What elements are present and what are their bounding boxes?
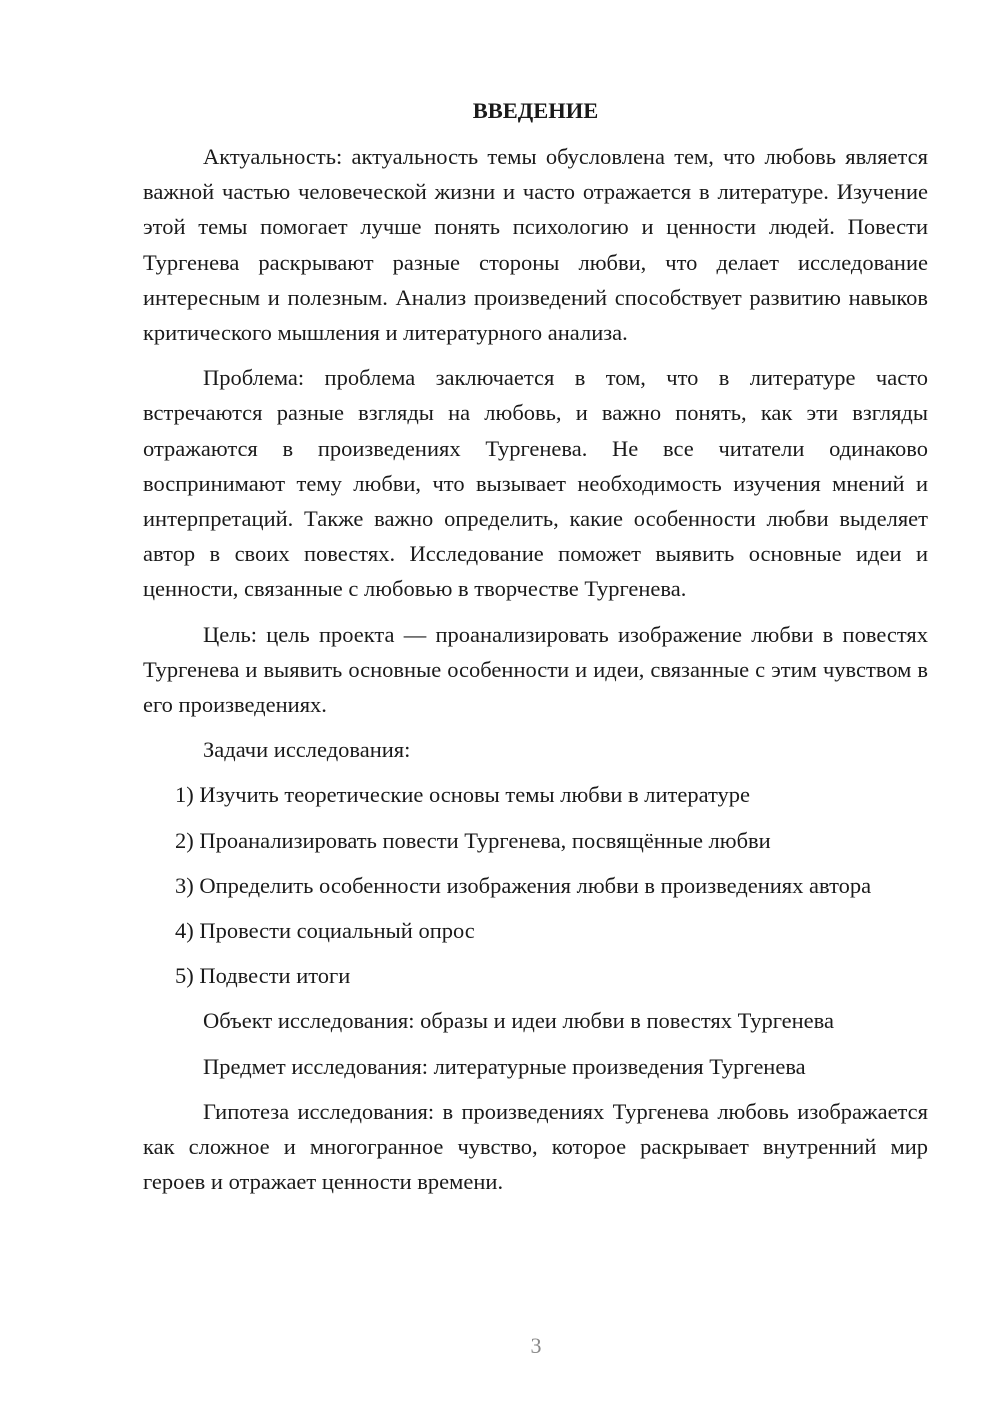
task-item: 1) Изучить теоретические основы темы любви в литературе bbox=[175, 782, 751, 808]
relevance-paragraph: Актуальность: актуальность темы обусловлена тем, что любовь является важной частью человеческой жизни и часто отражается в литературе. Изучение этой темы помогает лучше понять психологию и ценности людей. Повести Тургенева раскрывают разные стороны любви, что делает исследование интересным и полезным. Анализ произведений способствует развитию навыков критического мышления и литературного анализа. bbox=[143, 144, 928, 346]
section-heading: ВВЕДЕНИЕ bbox=[472, 98, 599, 123]
goal-paragraph: Цель: цель проекта — проанализировать изображение любви в повестях Тургенева и выявить основные особенности и идеи, связанные с этим чувством в его произведениях. bbox=[143, 621, 928, 718]
task-item: 5) Подвести итоги bbox=[175, 963, 351, 989]
task-item: 4) Провести социальный опрос bbox=[175, 918, 475, 944]
tasks-heading: Задачи исследования: bbox=[203, 737, 411, 763]
problem-paragraph: Проблема: проблема заключается в том, что в литературе часто встречаются разные взгляды на любовь, и важно понять, как эти взгляды отражаются в произведениях Тургенева. Не все читатели одинаково воспринимают тему любви, что вызывает необходимость изучения мнений и интерпретаций. Также важно определить, какие особенности любви выделяет автор в своих повестях. Исследование поможет выявить основные идеи и ценности, связанные с любовью в творчестве Тургенева. bbox=[143, 365, 928, 602]
page-number: 3 bbox=[530, 1333, 542, 1358]
object-paragraph: Объект исследования: образы и идеи любви в повестях Тургенева bbox=[203, 1008, 834, 1034]
hypothesis-paragraph: Гипотеза исследования: в произведениях Тургенева любовь изображается как сложное и многогранное чувство, которое раскрывает внутренний мир героев и отражает ценности времени. bbox=[143, 1098, 928, 1195]
task-item: 3) Определить особенности изображения любви в произведениях автора bbox=[175, 872, 872, 898]
task-item: 2) Проанализировать повести Тургенева, посвящённые любви bbox=[175, 827, 771, 853]
subject-paragraph: Предмет исследования: литературные произведения Тургенева bbox=[203, 1053, 806, 1079]
document-page bbox=[143, 93, 928, 1209]
